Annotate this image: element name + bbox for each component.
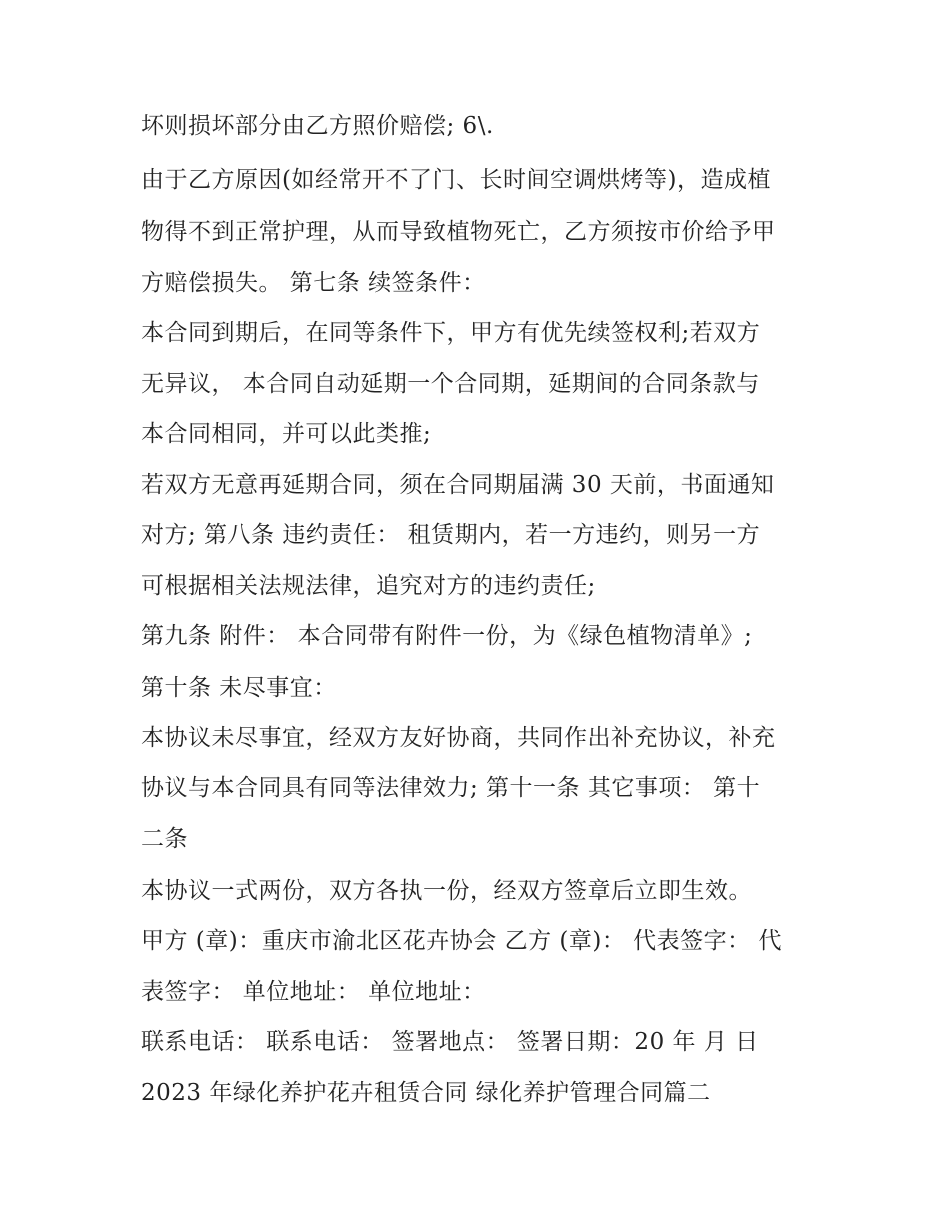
text-line: 无异议， 本合同自动延期一个合同期，延期间的合同条款与 bbox=[141, 371, 760, 397]
text-line: 第九条 附件： 本合同带有附件一份，为《绿色植物清单》; bbox=[141, 623, 753, 649]
text-line: 表签字： 单位地址： 单位地址： bbox=[141, 979, 486, 1005]
text-line: 可根据相关法规法律，追究对方的违约责任; bbox=[141, 573, 596, 599]
text-line: 本合同到期后，在同等条件下，甲方有优先续签权利;若双方 bbox=[141, 320, 761, 346]
text-line: 2023 年绿化养护花卉租赁合同 绿化养护管理合同篇二 bbox=[141, 1080, 711, 1106]
text-line: 本协议一式两份，双方各执一份，经双方签章后立即生效。 bbox=[141, 878, 752, 904]
text-line: 甲方 (章)：重庆市渝北区花卉协会 乙方 (章)： 代表签字： 代 bbox=[141, 928, 782, 954]
text-line: 对方; 第八条 违约责任： 租赁期内，若一方违约，则另一方 bbox=[141, 522, 761, 548]
text-line: 方赔偿损失。 第七条 续签条件： bbox=[141, 270, 486, 296]
text-line: 二条 bbox=[141, 826, 188, 852]
text-line: 物得不到正常护理，从而导致植物死亡，乙方须按市价给予甲 bbox=[141, 219, 776, 245]
text-line: 由于乙方原因(如经常开不了门、长时间空调烘烤等)，造成植 bbox=[141, 167, 771, 193]
text-line: 协议与本合同具有同等法律效力; 第十一条 其它事项： 第十 bbox=[141, 775, 761, 801]
text-line: 第十条 未尽事宜： bbox=[141, 675, 337, 701]
text-line: 本合同相同，并可以此类推; bbox=[141, 421, 432, 447]
text-line: 若双方无意再延期合同，须在合同期届满 30 天前，书面通知 bbox=[141, 472, 775, 498]
text-line: 坏则损坏部分由乙方照价赔偿; 6\. bbox=[141, 113, 494, 139]
text-line: 联系电话： 联系电话： 签署地点： 签署日期：20 年 月 日 bbox=[141, 1029, 759, 1055]
text-line: 本协议未尽事宜，经双方友好协商，共同作出补充协议，补充 bbox=[141, 725, 776, 751]
